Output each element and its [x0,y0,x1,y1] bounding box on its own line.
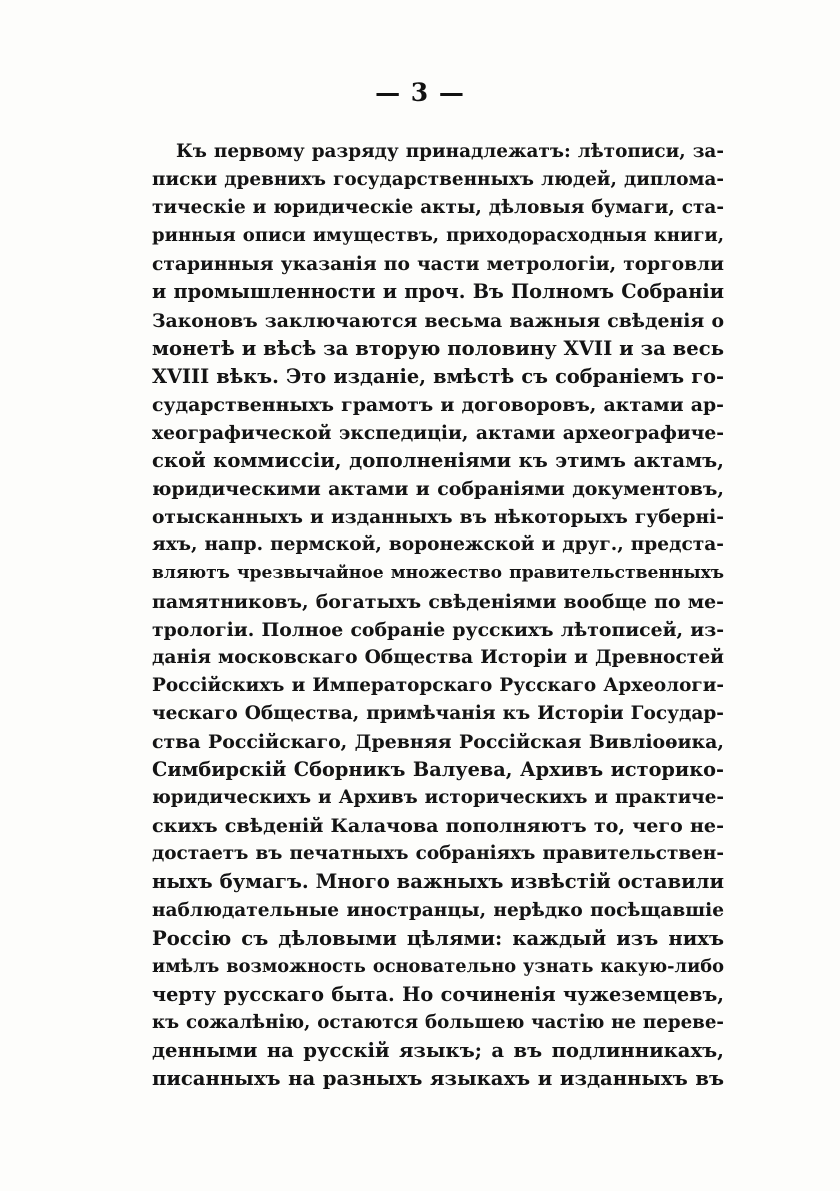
text-line: писанныхъ на разныхъ языкахъ и изданныхъ въ [152,1067,724,1091]
text-line: XVIII вѣкъ. Это изданіе, вмѣстѣ съ собраніемъ го- [152,364,724,388]
text-line: Къ первому разряду принадлежатъ: лѣтописи, за- [176,141,724,162]
text-line: къ сожалѣнію, остаются большею частію не переве- [152,1011,724,1033]
text-line: памятниковъ, богатыхъ свѣденіями вообще по ме- [152,590,724,613]
text-line: сударственныхъ грамотъ и договоровъ, актами ар- [152,393,724,416]
text-line: ческаго Общества, примѣчанія къ Исторіи Государ- [152,702,724,724]
text-line: достаетъ въ печатныхъ собраніяхъ правительствен- [152,843,724,865]
text-line: ской коммиссіи, дополненіями къ этимъ актамъ, [152,449,724,473]
text-line: юридическихъ и Архивъ историческихъ и практиче- [152,787,724,809]
text-line: денными на русскій языкъ; а въ подлинникахъ, [152,1039,724,1062]
text-line: юридическими актами и собраніями документовъ, [152,478,724,501]
text-line: Законовъ заключаются весьма важныя свѣденія о [152,309,724,332]
text-line: и промышленности и проч. Въ Полномъ Собраніи [152,280,724,304]
text-line: ринныя описи имуществъ, приходорасходныя книги, [152,225,724,247]
text-line: писки древнихъ государственныхъ людей, диплома- [152,169,724,191]
text-line: данія московскаго Общества Исторіи и Древностей [152,646,724,668]
text-line: тическіе и юридическіе акты, дѣловыя бумаги, ста- [152,197,724,219]
body-text [152,138,724,1093]
text-line: монетѣ и вѣсѣ за вторую половину XVII и за весь [152,336,724,360]
text-line: наблюдательные иностранцы, нерѣдко посѣщавшіе [152,899,724,921]
text-line: хеографической экспедиціи, актами археографиче- [152,421,724,444]
text-line: Россію съ дѣловыми цѣлями: каждый изъ нихъ [152,926,724,950]
text-line: ныхъ бумагъ. Много важныхъ извѣстій оставили [152,870,724,894]
text-line: Россійскихъ и Императорскаго Русскаго Археологи- [152,674,724,696]
text-line: вляютъ чрезвычайное множество правительственныхъ [152,563,724,584]
text-line: имѣлъ возможность основательно узнать какую-либо [152,955,724,977]
text-line: трологіи. Полное собраніе русскихъ лѣтописей, из- [152,618,724,641]
text-line: старинныя указанія по части метрологіи, торговли [152,253,724,276]
text-line: яхъ, напр. пермской, воронежской и друг., предста- [152,534,724,556]
text-line: отысканныхъ и изданныхъ въ нѣкоторыхъ губерні- [152,506,724,529]
text-line: ства Россійскаго, Древняя Россійская Вивліоѳика, [152,730,724,753]
text-line: скихъ свѣденій Калачова пополняютъ то, чего не- [152,814,724,838]
page-number: — 3 — [375,78,465,107]
text-line: Симбирскій Сборникъ Валуева, Архивъ историко- [152,758,724,782]
text-line: черту русскаго быта. Но сочиненія чужеземцевъ, [152,982,724,1006]
